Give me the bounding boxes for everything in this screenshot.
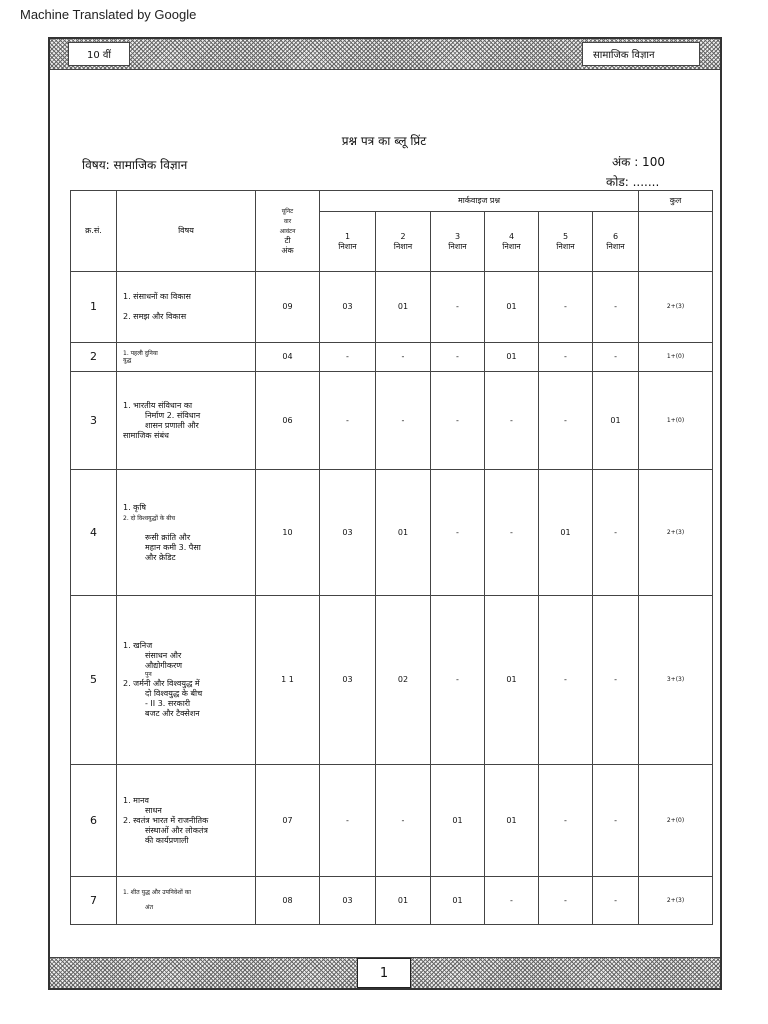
row-serial: 5 bbox=[71, 596, 117, 765]
mark-col-header: 6 निशान bbox=[593, 212, 639, 272]
row-topic: 1. शीत युद्ध और उपनिवेशों का अंत bbox=[117, 877, 256, 925]
table-row bbox=[71, 877, 713, 925]
header-unit-line: टी bbox=[284, 236, 291, 245]
header-band bbox=[50, 39, 720, 70]
row-mark: 01 bbox=[376, 470, 431, 596]
subject-label: सामाजिक विज्ञान bbox=[582, 42, 700, 66]
row-serial: 6 bbox=[71, 765, 117, 877]
row-mark: - bbox=[485, 470, 539, 596]
row-total: 2+(0) bbox=[639, 765, 713, 877]
mark-col-header: 5 निशान bbox=[539, 212, 593, 272]
row-mark: - bbox=[320, 372, 376, 470]
blueprint-table bbox=[70, 190, 713, 925]
header-total: कुल bbox=[639, 191, 713, 212]
header-unit-line: यूनिट bbox=[281, 208, 294, 215]
table-row bbox=[71, 596, 713, 765]
header-unit bbox=[256, 191, 320, 272]
row-mark: 01 bbox=[431, 877, 485, 925]
table-row bbox=[71, 765, 713, 877]
row-mark: 01 bbox=[593, 372, 639, 470]
row-mark: - bbox=[539, 343, 593, 372]
row-unit: 07 bbox=[256, 765, 320, 877]
row-total: 3+(3) bbox=[639, 596, 713, 765]
row-total: 2+(3) bbox=[639, 470, 713, 596]
row-mark: 01 bbox=[376, 272, 431, 343]
row-mark: - bbox=[539, 877, 593, 925]
row-mark: - bbox=[593, 343, 639, 372]
row-topic: 1. पहली दुनिया युद्ध bbox=[117, 343, 256, 372]
row-serial: 1 bbox=[71, 272, 117, 343]
row-mark: 01 bbox=[485, 765, 539, 877]
header-unit-line: आवंटन bbox=[279, 228, 296, 235]
row-mark: - bbox=[593, 470, 639, 596]
row-mark: 01 bbox=[431, 765, 485, 877]
row-mark: 03 bbox=[320, 272, 376, 343]
row-mark: 01 bbox=[376, 877, 431, 925]
mark-col-header: 4 निशान bbox=[485, 212, 539, 272]
row-serial: 7 bbox=[71, 877, 117, 925]
row-mark: - bbox=[320, 765, 376, 877]
row-mark: - bbox=[485, 877, 539, 925]
row-mark: - bbox=[320, 343, 376, 372]
row-serial: 3 bbox=[71, 372, 117, 470]
mark-col-header: 1 निशान bbox=[320, 212, 376, 272]
table-row bbox=[71, 372, 713, 470]
page-title: प्रश्न पत्र का ब्लू प्रिंट bbox=[341, 134, 427, 148]
row-mark: - bbox=[431, 372, 485, 470]
row-unit: 08 bbox=[256, 877, 320, 925]
row-unit: 04 bbox=[256, 343, 320, 372]
row-mark: 01 bbox=[485, 272, 539, 343]
row-mark: 01 bbox=[485, 343, 539, 372]
row-unit: 10 bbox=[256, 470, 320, 596]
footer-band bbox=[50, 957, 720, 988]
total-col-blank bbox=[639, 212, 713, 272]
mark-col-header: 2 निशान bbox=[376, 212, 431, 272]
row-mark: - bbox=[539, 765, 593, 877]
row-unit: 09 bbox=[256, 272, 320, 343]
table-row bbox=[71, 272, 713, 343]
class-label: 10 वीं bbox=[68, 42, 130, 66]
row-mark: - bbox=[539, 372, 593, 470]
header-topic: विषय bbox=[117, 191, 256, 272]
row-mark: - bbox=[376, 343, 431, 372]
row-unit: 1 1 bbox=[256, 596, 320, 765]
row-topic: 1. कृषि 2. दो विश्वयुद्धों के बीच रूसी क्रांति और महान कमी 3. पैसा और क्रेडिट bbox=[117, 470, 256, 596]
code-line: कोड: ....... bbox=[606, 175, 660, 189]
row-mark: - bbox=[485, 372, 539, 470]
row-total: 2+(3) bbox=[639, 877, 713, 925]
row-topic: 1. भारतीय संविधान का निर्माण 2. संविधान शासन प्रणाली और सामाजिक संबंध bbox=[117, 372, 256, 470]
row-mark: - bbox=[376, 765, 431, 877]
page-number: 1 bbox=[357, 958, 411, 988]
row-topic: 1. खनिज संसाधन और औद्योगीकरण पुन 2. जर्मनी और विश्वयुद्ध में दो विश्वयुद्ध के बीच - II 3. सरकारी बजट और टैक्सेशन bbox=[117, 596, 256, 765]
row-mark: - bbox=[376, 372, 431, 470]
row-mark: - bbox=[593, 272, 639, 343]
row-mark: - bbox=[593, 596, 639, 765]
row-mark: - bbox=[539, 596, 593, 765]
row-mark: 03 bbox=[320, 470, 376, 596]
row-total: 1+(0) bbox=[639, 372, 713, 470]
row-mark: - bbox=[431, 272, 485, 343]
row-unit: 06 bbox=[256, 372, 320, 470]
row-mark: - bbox=[431, 596, 485, 765]
row-total: 2+(3) bbox=[639, 272, 713, 343]
row-mark: 03 bbox=[320, 877, 376, 925]
marks-line: अंक : 100 bbox=[612, 155, 665, 169]
header-unit-line: वार bbox=[283, 218, 292, 225]
row-mark: - bbox=[593, 877, 639, 925]
row-topic: 1. संसाधनों का विकास 2. समझ और विकास bbox=[117, 272, 256, 343]
header-markwise: मार्कवाइज प्रश्न bbox=[320, 191, 639, 212]
row-serial: 4 bbox=[71, 470, 117, 596]
machine-translated-label: Machine Translated by Google bbox=[20, 7, 197, 22]
mark-col-header: 3 निशान bbox=[431, 212, 485, 272]
row-mark: 03 bbox=[320, 596, 376, 765]
row-topic: 1. मानव साधन 2. स्वतंत्र भारत में राजनीतिक संस्थाओं और लोकतंत्र की कार्यप्रणाली bbox=[117, 765, 256, 877]
row-mark: - bbox=[539, 272, 593, 343]
row-mark: - bbox=[431, 343, 485, 372]
subject-line: विषय: सामाजिक विज्ञान bbox=[82, 158, 188, 172]
header-unit-line: अंक bbox=[281, 246, 294, 255]
row-serial: 2 bbox=[71, 343, 117, 372]
row-total: 1+(0) bbox=[639, 343, 713, 372]
row-mark: - bbox=[593, 765, 639, 877]
header-serial: क्र.सं. bbox=[71, 191, 117, 272]
row-mark: 01 bbox=[485, 596, 539, 765]
row-mark: 01 bbox=[539, 470, 593, 596]
table-row bbox=[71, 470, 713, 596]
row-mark: 02 bbox=[376, 596, 431, 765]
table-row bbox=[71, 343, 713, 372]
row-mark: - bbox=[431, 470, 485, 596]
